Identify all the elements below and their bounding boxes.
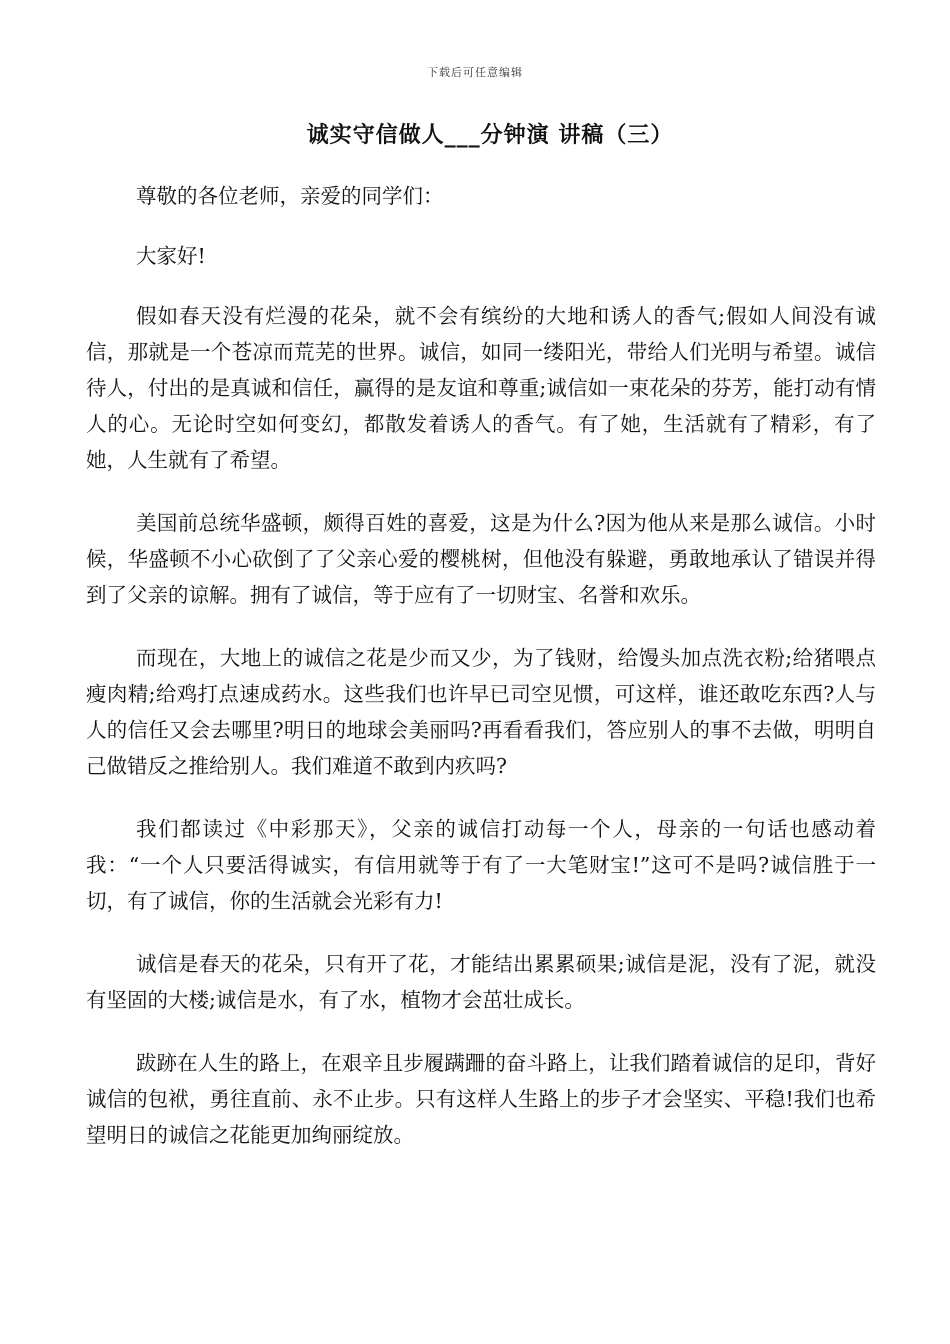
greeting: 大家好! — [136, 244, 206, 268]
header-note: 下载后可任意编辑 — [427, 66, 523, 79]
body-paragraph: 假如春天没有烂漫的花朵，就不会有缤纷的大地和诱人的香气;假如人间没有诚信，那就是一个苍凉而荒芜的世界。诚信，如同一缕阳光，带给人们光明与希望。诚信待人，付出的是真诚和信任，赢得的是友谊和尊重;诚信如一束花朵的芬芳，能打动有情人的心。无论时空如何变幻，都散发着诱人的香气。有了她，生活就有了精彩，有了她，人生就有了希望。 — [86, 304, 876, 472]
body-paragraph: 我们都读过《中彩那天》，父亲的诚信打动每一个人，母亲的一句话也感动着我：“一个人只要活得诚实，有信用就等于有了一大笔财宝!”这可不是吗?诚信胜于一切，有了诚信，你的生活就会光彩有力! — [86, 817, 876, 913]
body-paragraph: 美国前总统华盛顿，颇得百姓的喜爱，这是为什么?因为他从来是那么诚信。小时候，华盛顿不小心砍倒了了父亲心爱的樱桃树，但他没有躲避，勇敢地承认了错误并得到了父亲的谅解。拥有了诚信，等于应有了一切财宝、名誉和欢乐。 — [86, 511, 876, 607]
body-paragraph: 跋跡在人生的路上，在艰辛且步履蹒跚的奋斗路上，让我们踏着诚信的足印，背好诚信的包袱，勇往直前、永不止步。只有这样人生路上的步子才会坚实、平稳!我们也希望明日的诚信之花能更加绚丽绽放。 — [86, 1051, 876, 1147]
body-paragraph: 而现在，大地上的诚信之花是少而又少，为了钱财，给馒头加点洗衣粉;给猪喂点瘦肉精;给鸡打点速成药水。这些我们也许早已司空见惯，可这样，谁还敢吃东西?人与人的信任又会去哪里?明日的地球会美丽吗?再看看我们，答应别人的事不去做，明明自己做错反之推给别人。我们难道不敢到内疚吗? — [86, 646, 876, 778]
body-paragraph: 诚信是春天的花朵，只有开了花，才能结出累累硕果;诚信是泥，没有了泥，就没有坚固的大楼;诚信是水，有了水，植物才会茁壮成长。 — [86, 952, 876, 1012]
document-title: 诚实守信做人___分钟演 讲稿（三） — [306, 122, 674, 148]
salutation: 尊敬的各位老师，亲爱的同学们： — [136, 184, 444, 208]
document-body — [86, 178, 876, 1180]
